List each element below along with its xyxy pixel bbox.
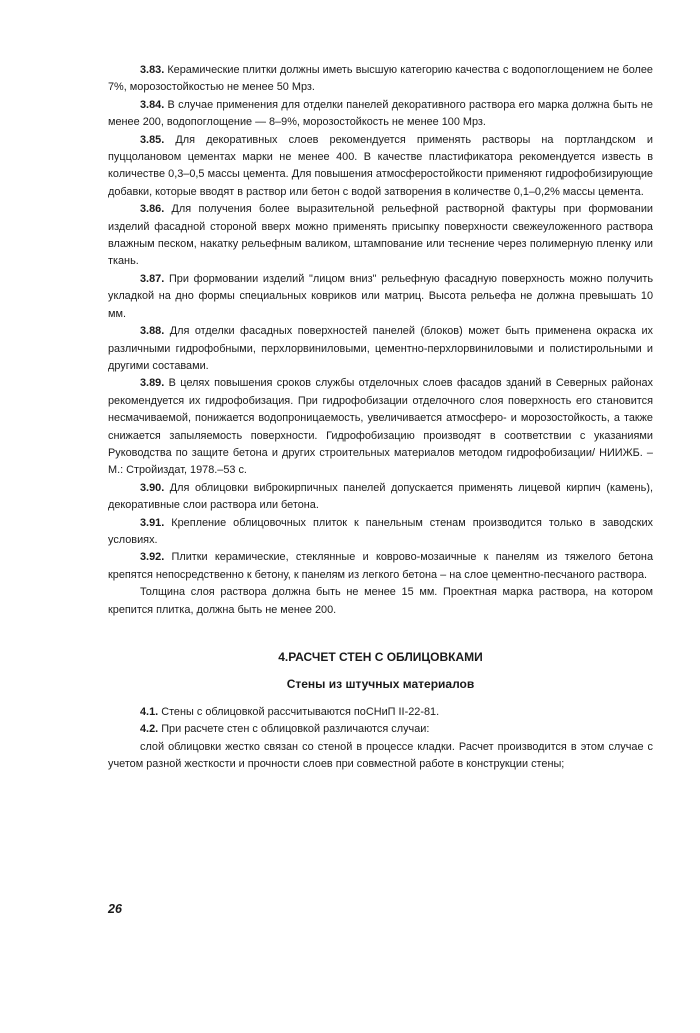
spacer bbox=[108, 694, 653, 704]
section-heading: 4.РАСЧЕТ СТЕН С ОБЛИЦОВКАМИ bbox=[278, 650, 483, 664]
paragraph-3-83: 3.83. Керамические плитки должны иметь высшую категорию качества с водопоглощением не более 7%, морозостойкостью не менее 50 Мрз. bbox=[108, 64, 653, 94]
paragraph-4-1: 4.1. Стены с облицовкой рассчитываются поСНиП II-22-81. bbox=[140, 705, 440, 718]
paragraph-3-84: 3.84. В случае применения для отделки панелей декоративного раствора его марка должна быть не менее 200, водопоглощение — 8–9%, морозостойкость не менее 100 Мрз. bbox=[108, 98, 653, 129]
paragraph-3-91: 3.91. Крепление облицовочных плиток к панельным стенам производится только в заводских условиях. bbox=[108, 516, 653, 546]
paragraph-3-89: 3.89. В целях повышения сроков службы отделочных слоев фасадов зданий в Северных районах рекомендуется их гидрофобизация. При гидрофобизации отделочного слоя поверхность его становится несмачиваемой, понижается водопроницаемость, увеличивается атмосферо- и морозостойкость, а также снижается запыляемость поверхности. Гидрофобизацию производят в соответствии с указаниями Руководства по защите бетона и других строительных материалов методом гидрофобизации/ НИИЖБ. – М.: Стройиздат, 1978.–53 с. bbox=[108, 377, 653, 477]
page-body bbox=[108, 62, 653, 773]
paragraph-case-rigid: слой облицовки жестко связан со стеной в процессе кладки. Расчет производится в этом случае с учетом разной жесткости и прочности слоев при совместной работе в конструкции стены; bbox=[108, 740, 653, 771]
paragraph-3-92: 3.92. Плитки керамические, стеклянные и ковровo-мозаичные к панелям из тяжелого бетона крепятся непосредственно к бетону, к панелям из легкого бетона – на слое цементно-песчаного раствора. bbox=[108, 551, 653, 581]
paragraph-3-88: 3.88. Для отделки фасадных поверхностей панелей (блоков) может быть применена окраска их различными гидрофобными, перхлорвиниловыми, цементно-перхлорвиниловыми и полистирольными и другими составами. bbox=[108, 325, 653, 372]
paragraph-4-2: 4.2. При расчете стен с облицовкой различаются случаи: bbox=[140, 723, 430, 736]
paragraph-3-90: 3.90. Для облицовки виброкирпичных панелей допускается применять лицевой кирпич (камень), декоративные слои раствора или бетона. bbox=[108, 481, 653, 512]
paragraph-3-85: 3.85. Для декоративных слоев рекомендуется применять растворы на портландском и пуццолановом цементах марки не менее 400. В качестве пластификатора рекомендуется известь в количестве 0,3–0,5 массы цемента. Для повышения атмосферостойкости применяют гидрофобизирующие добавки, которые вводят в раствор или бетон с водой затворения в количестве 0,1–0,2% массы цемента. bbox=[108, 133, 653, 198]
paragraph-3-86: 3.86. Для получения более выразительной рельефной растворной фактуры при формовании изделий фасадной стороной вверх можно применять присыпку поверхности свежеуложенного раствора влажным песком, накатку рельефным валиком, штампование или теснение через полимерную пленку или ткань. bbox=[108, 203, 653, 268]
paragraph-3-87: 3.87. При формовании изделий "лицом вниз" рельефную фасадную поверхность можно получить укладкой на дно формы специальных ковриков или матриц. Высота рельефа не должна превышать 10 мм. bbox=[108, 272, 653, 320]
page-number: 26 bbox=[108, 902, 122, 916]
subsection-heading: Стены из штучных материалов bbox=[286, 677, 475, 692]
paragraph-mortar-thickness: Толщина слоя раствора должна быть не менее 15 мм. Проектная марка раствора, на котором крепится плитка, должна быть не менее 200. bbox=[108, 586, 653, 616]
